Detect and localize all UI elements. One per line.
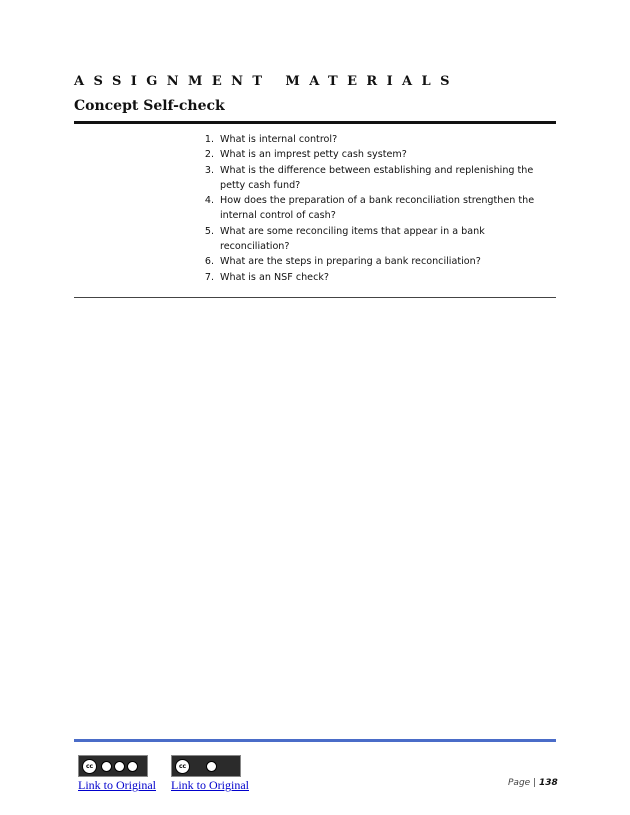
title-divider <box>74 121 556 124</box>
link-to-original[interactable]: Link to Original <box>171 778 249 792</box>
question-list <box>196 132 556 285</box>
question-text: What is an NSF check? <box>220 271 329 283</box>
cc-logo-icon: cc <box>82 759 97 774</box>
list-item: 6. What are the steps in preparing a bank reconciliation? <box>204 256 481 268</box>
attribution-icon <box>101 761 112 772</box>
list-item: 4. How does the preparation of a bank reconciliation strengthen the internal control of cash? <box>204 195 535 222</box>
attribution-icon <box>206 761 217 772</box>
cc-by-icon <box>171 755 241 777</box>
page-number: Page | 138 <box>508 778 558 788</box>
question-text: How does the preparation of a bank reconciliation strengthen the internal control of cash? <box>220 195 535 222</box>
question-text: What are the steps in preparing a bank reconciliation? <box>220 256 481 268</box>
page-title: Concept Self-check <box>74 98 225 114</box>
cc-logo-icon: cc <box>175 759 190 774</box>
list-item: 7. What is an NSF check? <box>204 271 329 283</box>
sharealike-icon <box>127 761 138 772</box>
list-item: 3. What is the difference between establishing and replenishing the petty cash fund? <box>204 164 534 191</box>
noncommercial-icon <box>114 761 125 772</box>
cc-by-nc-sa-icon <box>78 755 148 777</box>
section-divider <box>74 297 556 298</box>
section-heading: ASSIGNMENT MATERIALS <box>74 74 459 89</box>
list-item: 5. What are some reconciling items that appear in a bank reconciliation? <box>204 225 485 253</box>
footer-divider <box>74 739 556 742</box>
link-to-original[interactable]: Link to Original <box>78 778 156 792</box>
list-item: 2. What is an imprest petty cash system? <box>204 149 407 161</box>
question-text: What is an imprest petty cash system? <box>220 149 407 161</box>
question-text: What is internal control? <box>220 134 338 145</box>
question-text: What is the difference between establishing and replenishing the petty cash fund? <box>220 164 534 191</box>
question-text: What are some reconciling items that appear in a bank reconciliation? <box>220 225 485 253</box>
list-item: 1. What is internal control? <box>204 134 338 145</box>
